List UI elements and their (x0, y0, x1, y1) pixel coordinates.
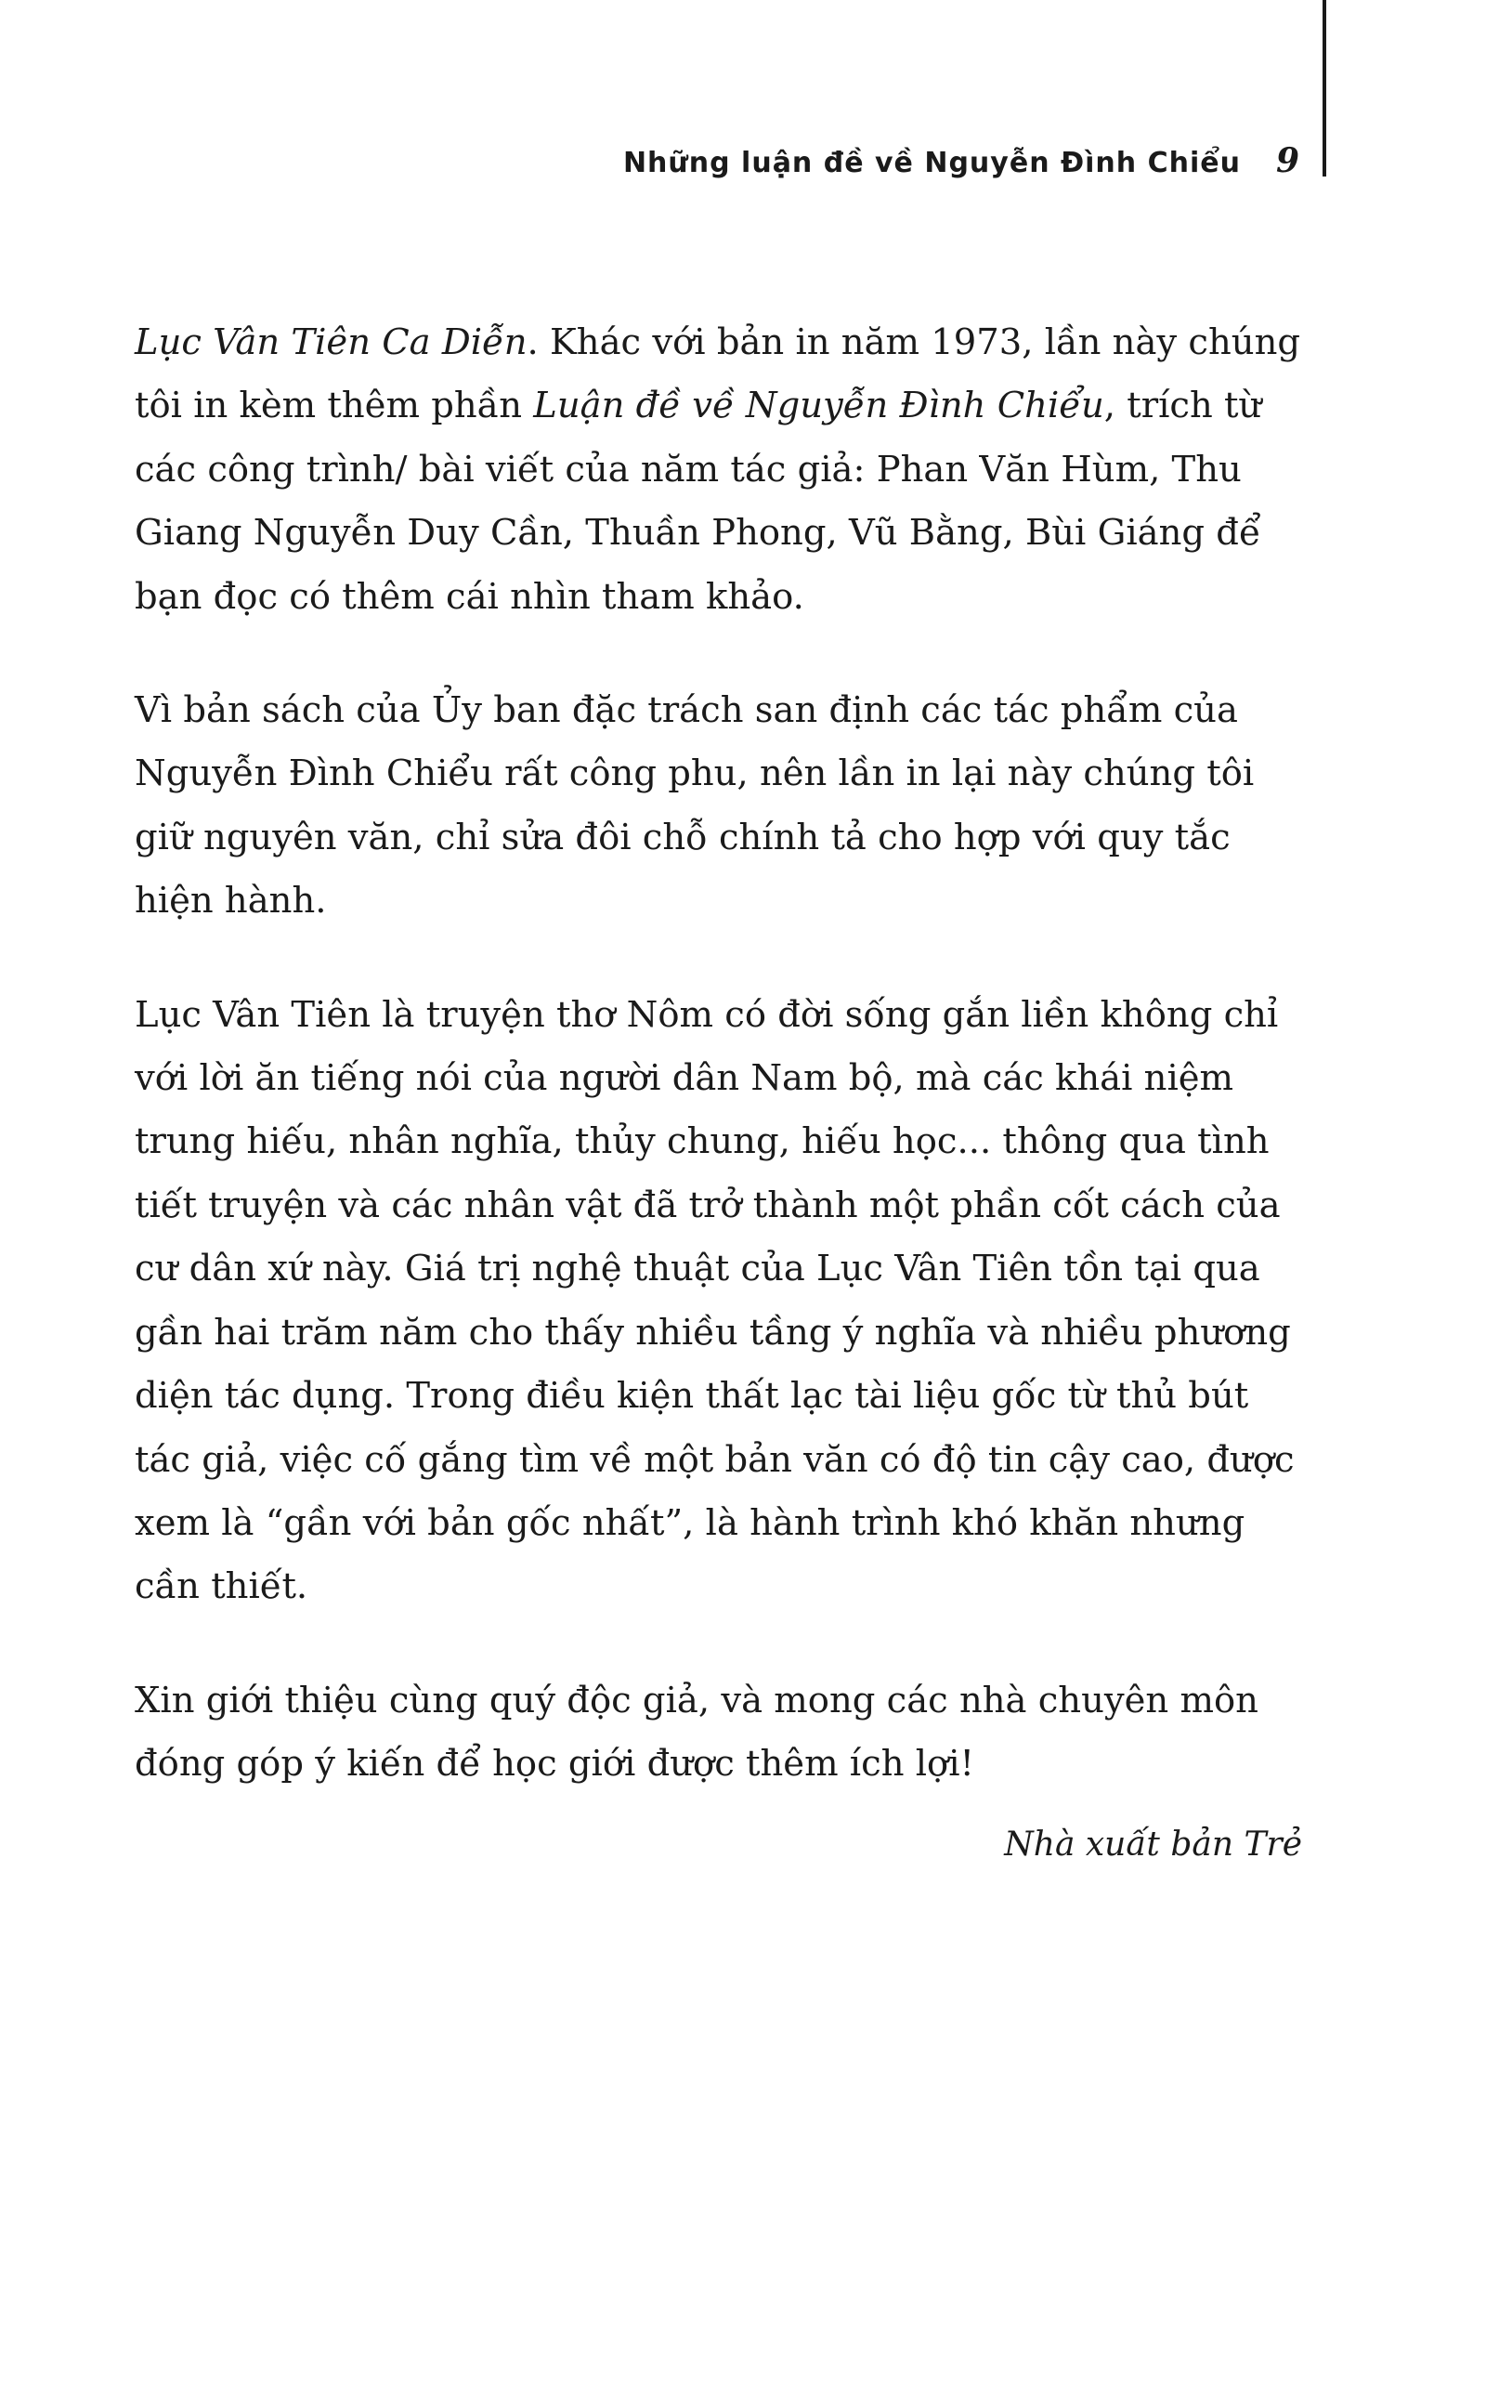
text-run: . Khác với bản in năm 1973, lần này chúng (527, 321, 1301, 363)
paragraph-3 (135, 984, 1305, 1619)
text-line: cần thiết. (135, 1565, 308, 1608)
text-line: cư dân xứ này. Giá trị nghệ thuật của Lục Vân Tiên tồn tại qua (135, 1248, 1260, 1290)
running-title: Những luận đề về Nguyễn Đình Chiểu (622, 147, 1241, 179)
text-line: hiện hành. (135, 880, 327, 923)
text-run: , trích từ (1103, 385, 1262, 427)
body-text (135, 311, 1305, 1847)
text-line (135, 374, 1305, 438)
text-line: gần hai trăm năm cho thấy nhiều tầng ý nghĩa và nhiều phương (135, 1311, 1291, 1354)
paragraph-2 (135, 679, 1305, 934)
text-line: diện tác dụng. Trong điều kiện thất lạc tài liệu gốc từ thủ bút (135, 1375, 1249, 1418)
text-line: Xin giới thiệu cùng quý độc giả, và mong các nhà chuyên môn (135, 1679, 1258, 1721)
paragraph-1 (135, 311, 1305, 629)
running-header (594, 141, 1300, 180)
text-line: Giang Nguyễn Duy Cần, Thuần Phong, Vũ Bằng, Bùi Giáng để (135, 512, 1261, 555)
text-run: tôi in kèm thêm phần (135, 385, 534, 427)
book-title-italic: Lục Vân Tiên Ca Diễn (135, 321, 528, 363)
text-line: các công trình/ bài viết của năm tác giả: Phan Văn Hùm, Thu (135, 448, 1242, 491)
text-line: tiết truyện và các nhân vật đã trở thành một phần cốt cách của (135, 1184, 1281, 1226)
text-line: xem là “gần với bản gốc nhất”, là hành trình khó khăn nhưng (135, 1501, 1245, 1544)
publisher-signature: Nhà xuất bản Trẻ (1004, 1826, 1302, 1864)
text-line: trung hiếu, nhân nghĩa, thủy chung, hiếu học... thông qua tình (135, 1120, 1270, 1163)
text-line: Nguyễn Đình Chiểu rất công phu, nên lần in lại này chúng tôi (135, 752, 1255, 795)
text-line: Lục Vân Tiên là truyện thơ Nôm có đời sống gắn liền không chỉ (135, 993, 1279, 1036)
text-line: với lời ăn tiếng nói của người dân Nam bộ, mà các khái niệm (135, 1057, 1234, 1100)
text-line: Vì bản sách của Ủy ban đặc trách san định các tác phẩm của (135, 689, 1238, 732)
text-line: đóng góp ý kiến để học giới được thêm ích lợi! (135, 1743, 974, 1786)
text-line: bạn đọc có thêm cái nhìn tham khảo. (135, 575, 804, 618)
text-line: tác giả, việc cố gắng tìm về một bản văn có độ tin cậy cao, được (135, 1438, 1295, 1481)
text-line (135, 311, 1305, 374)
paragraph-4 (135, 1669, 1305, 1797)
page-edge-rule (1323, 0, 1326, 177)
page-number: 9 (1275, 141, 1300, 180)
section-title-italic: Luận đề về Nguyễn Đình Chiểu (533, 385, 1104, 427)
text-line: giữ nguyên văn, chỉ sửa đôi chỗ chính tả cho hợp với quy tắc (135, 816, 1231, 858)
